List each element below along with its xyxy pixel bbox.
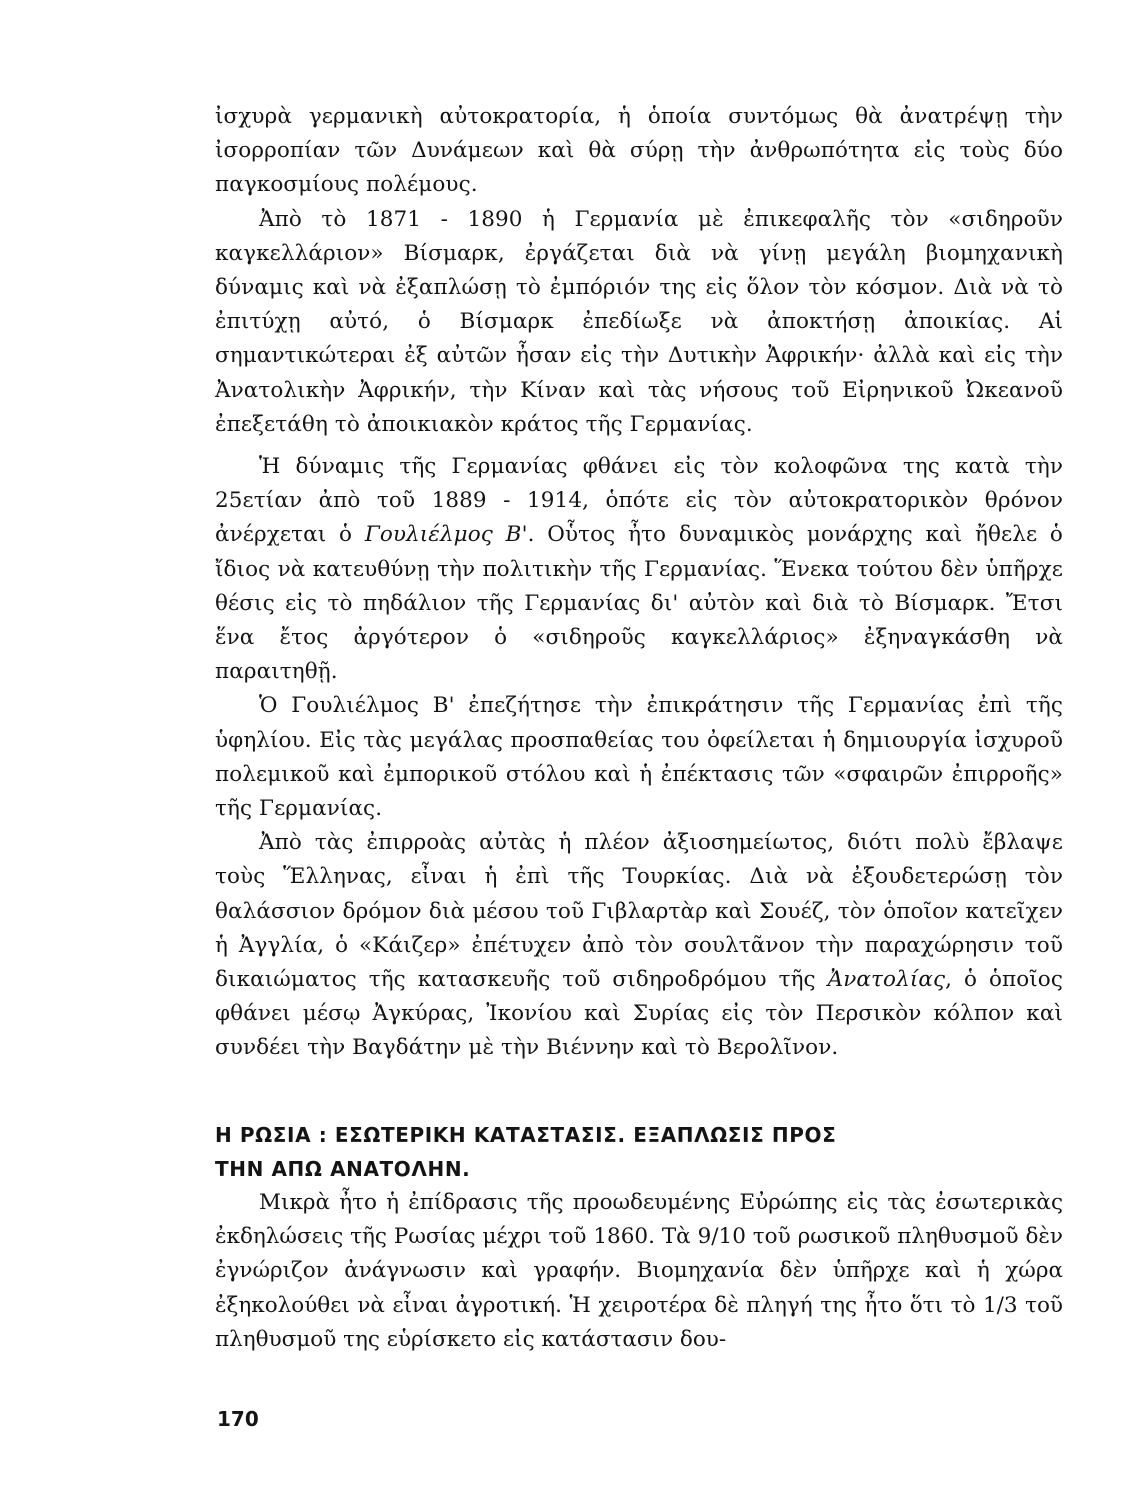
main-text xyxy=(215,100,1063,1066)
paragraph-2: Ἀπὸ τὸ 1871 - 1890 ἡ Γερμανία μὲ ἐπικεφαλῆς τὸν «σιδηροῦν καγκελλάριον» Βίσμαρκ, ἐργάζεται διὰ νὰ γίνῃ μεγάλη βιομηχανικὴ δύναμις καὶ νὰ ἐξαπλώσῃ τὸ ἐμπόριόν της εἰς ὅλον τὸν κόσμον. Διὰ νὰ τὸ ἐπιτύχῃ αὐτό, ὁ Βίσμαρκ ἐπεδίωξε νὰ ἀποκτήσῃ ἀποικίας. Αἱ σημαντικώτεραι ἐξ αὐτῶν ἦσαν εἰς τὴν Δυτικὴν Ἀφρικήν· ἀλλὰ καὶ εἰς τὴν Ἀνατολικὴν Ἀφρικήν, τὴν Κίναν καὶ τὰς νήσους τοῦ Εἰρηνικοῦ Ὠκεανοῦ ἐπεξετάθη τὸ ἀποικιακὸν κράτος τῆς Γερμανίας. xyxy=(215,206,1063,437)
section-heading-line-1: Η ΡΩΣΙΑ : ΕΣΩΤΕΡΙΚΗ ΚΑΤΑΣΤΑΣΙΣ. ΕΞΑΠΛΩΣΙΣ ΠΡΟΣ xyxy=(215,1123,837,1147)
page-number: 170 xyxy=(217,1407,259,1431)
paragraph-3 xyxy=(215,450,1063,689)
paragraph-1: ἰσχυρὰ γερμανικὴ αὐτοκρατορία, ἡ ὁποία συντόμως θὰ ἀνατρέψῃ τὴν ἰσορροπίαν τῶν Δυνάμεων καὶ θὰ σύρῃ τὴν ἀνθρωπότητα εἰς τοὺς δύο παγκοσμίους πολέμους. xyxy=(215,104,1063,198)
emperor-name: Γουλιέλμος Β' xyxy=(364,522,528,548)
anatolia-name: Ἀνατολίας xyxy=(827,967,946,993)
paragraph-3-part-b: . Οὗτος ἦτο δυναμικὸς μονάρχης καὶ ἤθελε ὁ ἴδιος νὰ κατευθύνῃ τὴν πολιτικὴν τῆς Γερμανίας. Ἕνεκα τούτου δὲν ὑπῆρχε θέσις εἰς τὸ πηδάλιον τῆς Γερμανίας δι' αὐτὸν καὶ διὰ τὸ Βίσμαρκ. Ἔτσι ἕνα ἔτος ἀργότερον ὁ «σιδηροῦς καγκελλάριος» ἐξηναγκάσθη νὰ παραιτηθῇ. xyxy=(215,522,1063,685)
paragraph-5 xyxy=(215,826,1063,1065)
section-paragraph: Μικρὰ ἦτο ἡ ἐπίδρασις τῆς προωδευμένης Εὐρώπης εἰς τὰς ἐσωτερικὰς ἐκδηλώσεις τῆς Ρωσίας μέχρι τοῦ 1860. Τὰ 9/10 τοῦ ρωσικοῦ πληθυσμοῦ δὲν ἐγνώριζον ἀνάγνωσιν καὶ γραφήν. Βιομηχανία δὲν ὑπῆρχε καὶ ἡ χώρα ἐξηκολούθει νὰ εἶναι ἀγροτική. Ἡ χειροτέρα δὲ πληγή της ἦτο ὅτι τὸ 1/3 τοῦ πληθυσμοῦ της εὑρίσκετο εἰς κατάστασιν δου- xyxy=(215,1190,1063,1352)
paragraph-5-part-b: , ὁ ὁποῖος φθάνει μέσῳ Ἀγκύρας, Ἰκονίου καὶ Συρίας εἰς τὸν Περσικὸν κόλπον καὶ συνδέει τὴν Βαγδάτην μὲ τὴν Βιέννην καὶ τὸ Βερολῖνον. xyxy=(215,967,1063,1061)
section-heading xyxy=(215,1118,1063,1186)
paragraph-3-part-a: Ἡ δύναμις τῆς Γερμανίας φθάνει εἰς τὸν κολοφῶνα της κατὰ τὴν 25ετίαν ἀπὸ τοῦ 1889 - 1914, ὁπότε εἰς τὸν αὐτοκρατορικὸν θρόνον ἀνέρχεται ὁ xyxy=(215,454,1063,548)
paragraph-5-part-a: Ἀπὸ τὰς ἐπιρροὰς αὐτὰς ἡ πλέον ἀξιοσημείωτος, διότι πολὺ ἔβλαψε τοὺς Ἕλληνας, εἶναι ἡ ἐπὶ τῆς Τουρκίας. Διὰ νὰ ἐξουδετερώσῃ τὸν θαλάσσιον δρόμον διὰ μέσου τοῦ Γιβλαρτὰρ καὶ Σουέζ, τὸν ὁποῖον κατεῖχεν ἡ Ἀγγλία, ὁ «Κάιζερ» ἐπέτυχεν ἀπὸ τὸν σουλτᾶνον τὴν παραχώρησιν τοῦ δικαιώματος τῆς κατασκευῆς τοῦ σιδηροδρόμου τῆς xyxy=(215,830,1063,993)
section-heading-line-2: ΤΗΝ ΑΠΩ ΑΝΑΤΟΛΗΝ. xyxy=(215,1157,471,1181)
section-text xyxy=(215,1186,1063,1357)
paragraph-4: Ὁ Γουλιέλμος Β' ἐπεζήτησε τὴν ἐπικράτησιν τῆς Γερμανίας ἐπὶ τῆς ὑφηλίου. Εἰς τὰς μεγάλας προσπαθείας του ὀφείλεται ἡ δημιουργία ἰσχυροῦ πολεμικοῦ καὶ ἐμπορικοῦ στόλου καὶ ἡ ἐπέκτασις τῶν «σφαιρῶν ἐπιρροῆς» τῆς Γερμανίας. xyxy=(215,693,1063,822)
